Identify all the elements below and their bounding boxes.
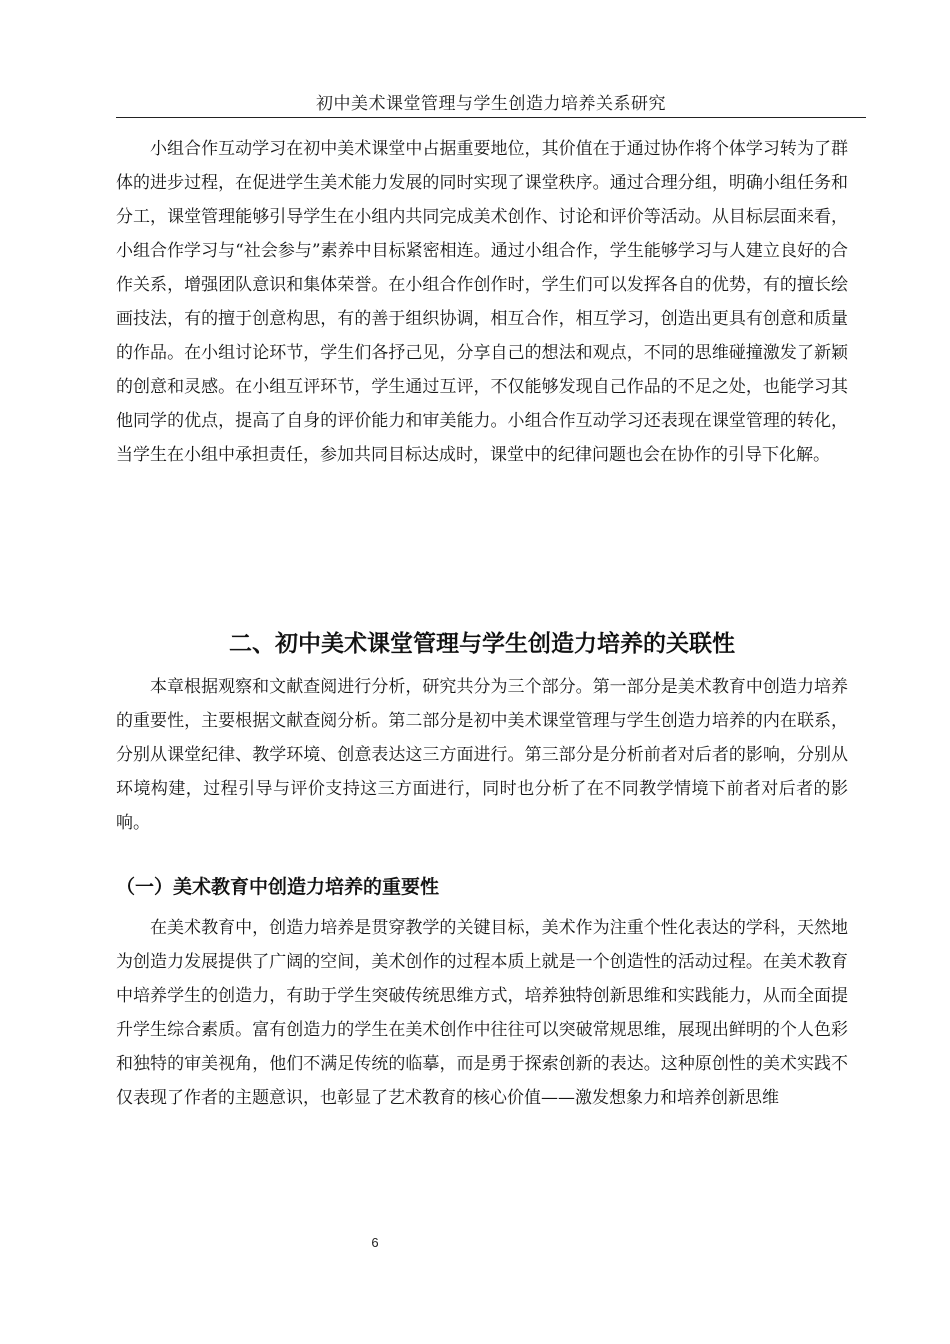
page-number: 6 <box>371 1235 379 1250</box>
body-paragraph-group-learning: 小组合作互动学习在初中美术课堂中占据重要地位，其价值在于通过协作将个体学习转为了群体的进步过程，在促进学生美术能力发展的同时实现了课堂秩序。通过合理分组，明确小组任务和分工，课堂管理能够引导学生在小组内共同完成美术创作、讨论和评价等活动。从目标层面来看，小组合作学习与“社会参与”素养中目标紧密相连。通过小组合作，学生能够学习与人建立良好的合作关系，增强团队意识和集体荣誉。在小组合作创作时，学生们可以发挥各自的优势，有的擅长绘画技法，有的擅于创意构思，有的善于组织协调，相互合作，相互学习，创造出更具有创意和质量的作品。在小组讨论环节，学生们各抒己见，分享自己的想法和观点，不同的思维碰撞激发了新颖的创意和灵感。在小组互评环节，学生通过互评，不仅能够发现自己作品的不足之处，也能学习其他同学的优点，提高了自身的评价能力和审美能力。小组合作互动学习还表现在课堂管理的转化，当学生在小组中承担责任，参加共同目标达成时，课堂中的纪律问题也会在协作的引导下化解。 <box>116 139 848 465</box>
running-header-title: 初中美术课堂管理与学生创造力培养关系研究 <box>316 94 666 114</box>
body-paragraph-chapter-overview: 本章根据观察和文献查阅进行分析，研究共分为三个部分。第一部分是美术教育中创造力培养的重要性，主要根据文献查阅分析。第二部分是初中美术课堂管理与学生创造力培养的内在联系，分别从课堂纪律、教学环境、创意表达这三方面进行。第三部分是分析前者对后者的影响，分别从环境构建，过程引导与评价支持这三方面进行，同时也分析了在不同教学情境下前者对后者的影响。 <box>116 677 848 833</box>
header-divider <box>116 117 866 118</box>
section-heading-2: 二、初中美术课堂管理与学生创造力培养的关联性 <box>229 631 735 657</box>
subsection-heading-1: （一）美术教育中创造力培养的重要性 <box>116 876 440 898</box>
body-paragraph-creativity-importance: 在美术教育中，创造力培养是贯穿教学的关键目标，美术作为注重个性化表达的学科，天然地为创造力发展提供了广阔的空间，美术创作的过程本质上就是一个创造性的活动过程。在美术教育中培养学生的创造力，有助于学生突破传统思维方式，培养独特创新思维和实践能力，从而全面提升学生综合素质。富有创造力的学生在美术创作中往往可以突破常规思维，展现出鲜明的个人色彩和独特的审美视角，他们不满足传统的临摹，而是勇于探索创新的表达。这种原创性的美术实践不仅表现了作者的主题意识，也彰显了艺术教育的核心价值——激发想象力和培养创新思维 <box>116 918 848 1108</box>
